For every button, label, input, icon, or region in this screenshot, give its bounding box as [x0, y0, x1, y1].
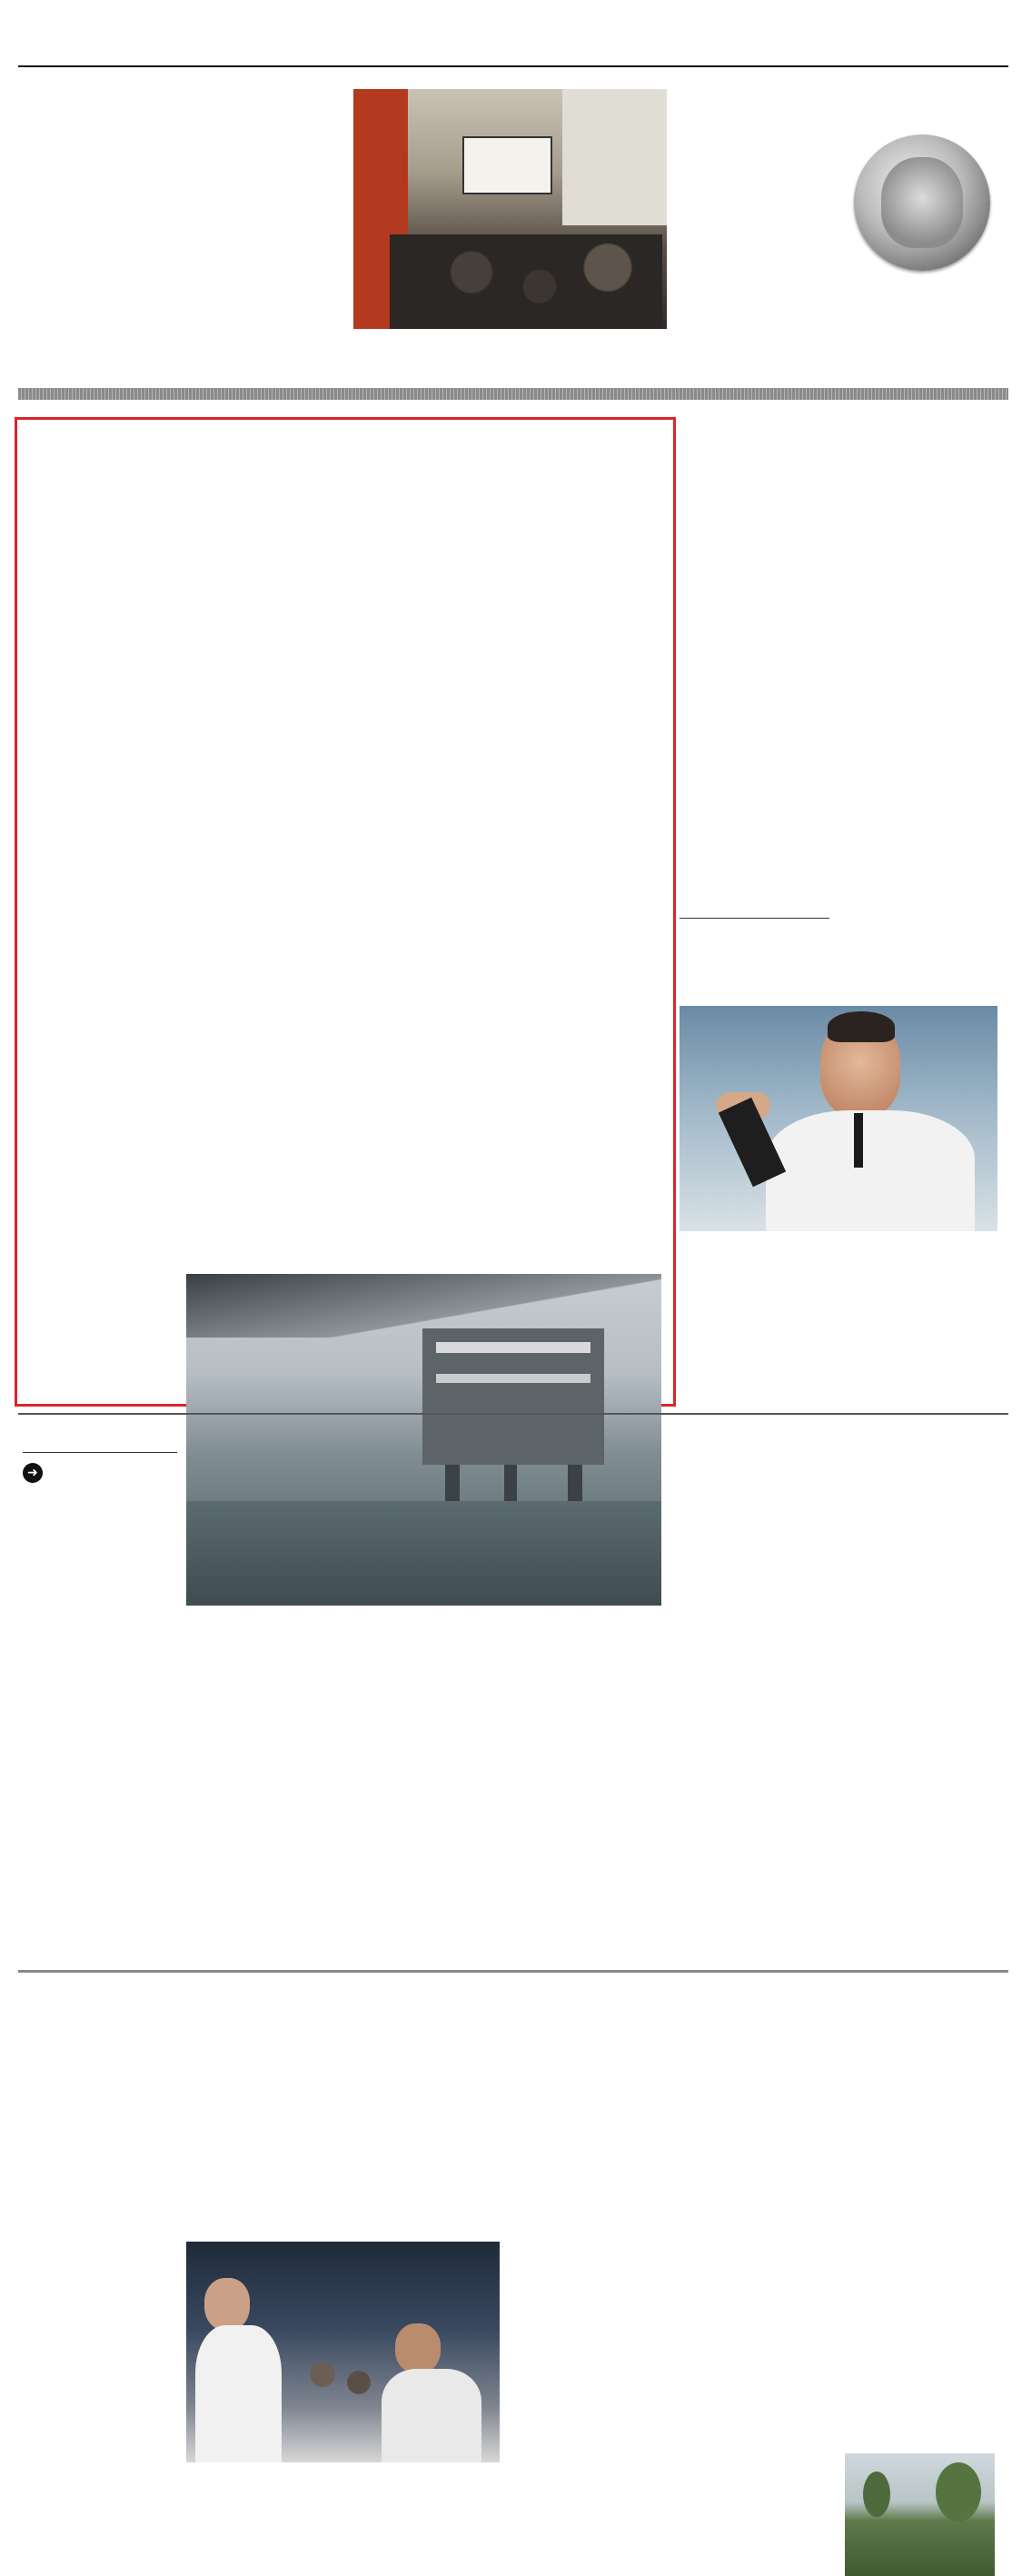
esp-col4	[509, 1431, 663, 1967]
esp-col2	[186, 1701, 336, 1964]
mid-rule	[18, 1413, 1008, 1415]
award-ceremony-photo	[353, 89, 667, 329]
proc-col2	[843, 1592, 997, 1964]
story2-body	[679, 176, 840, 373]
esp-col1	[23, 1497, 177, 1965]
header-rule	[18, 65, 1008, 67]
main-col1	[23, 689, 177, 1391]
minister-col1	[680, 1045, 834, 1397]
minister-col2	[843, 861, 997, 1397]
proc-col1	[680, 1592, 834, 1964]
coin-photo	[854, 134, 990, 271]
main-col3	[350, 663, 500, 1007]
esp-col3	[350, 1701, 500, 1964]
esp-title-rule	[23, 1452, 177, 1453]
main-col4	[509, 663, 661, 1007]
sugarcane-photo	[845, 2453, 995, 2576]
story1-col1	[23, 159, 177, 370]
story1-col2	[186, 159, 341, 370]
minister-sub-rule	[680, 918, 829, 919]
section-divider	[18, 388, 1008, 400]
arrow-right-icon: ➜	[23, 1463, 43, 1483]
main-col2	[186, 663, 341, 1007]
santos-greeting-photo	[186, 2242, 500, 2462]
